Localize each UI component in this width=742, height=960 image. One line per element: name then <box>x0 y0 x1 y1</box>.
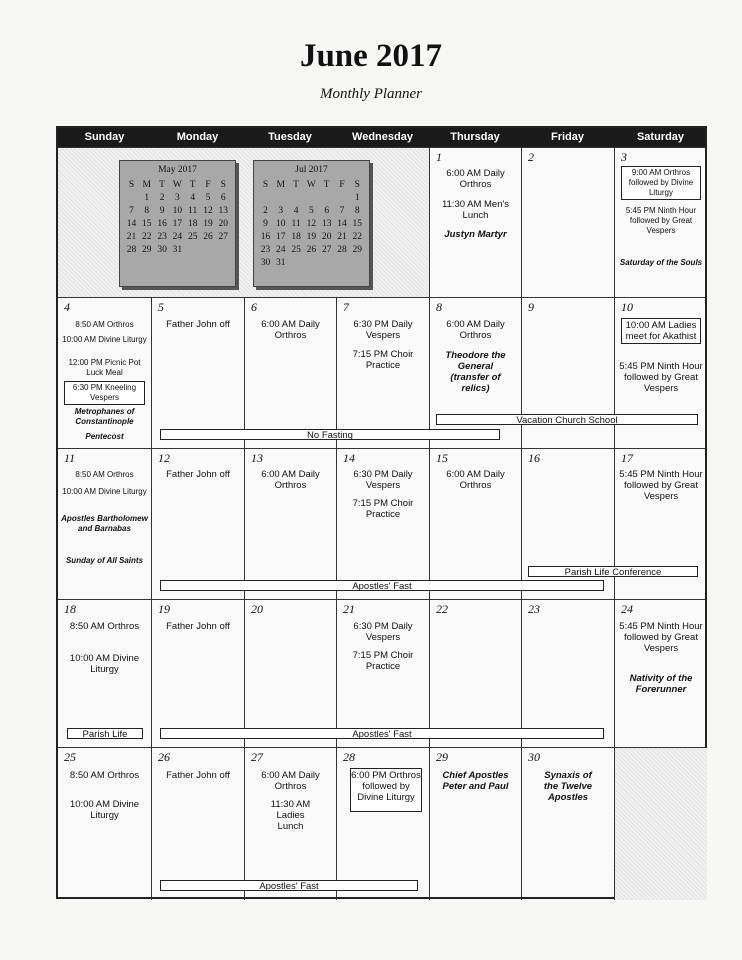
day-cell-2[interactable] <box>521 148 614 298</box>
day-number: 19 <box>158 602 170 616</box>
mini-day: 17 <box>172 219 183 229</box>
mini-weekday: S <box>354 180 360 190</box>
day-cell-9[interactable] <box>521 298 614 449</box>
day-number: 1 <box>436 150 442 164</box>
day-cell-14[interactable] <box>336 449 429 600</box>
weekday-sunday: Sunday <box>84 131 125 143</box>
day-number: 12 <box>158 451 170 465</box>
event: 8:50 AM Orthros <box>75 470 134 479</box>
week-row-3 <box>58 448 705 600</box>
day-cell-27[interactable] <box>244 748 336 900</box>
event: 7:15 PM Choir Practice <box>352 650 414 672</box>
mini-weekday: F <box>339 180 345 190</box>
mini-weekday: T <box>159 180 165 190</box>
mini-day: 10 <box>172 206 183 216</box>
mini-weekday: M <box>276 180 285 190</box>
feast-day: Nativity of the Forerunner <box>629 673 693 695</box>
mini-day: 19 <box>306 232 317 242</box>
day-number: 23 <box>528 602 540 616</box>
day-cell-30[interactable] <box>521 748 614 900</box>
event: 7:15 PM Choir Practice <box>352 349 414 371</box>
day-cell-8[interactable] <box>429 298 521 449</box>
day-cell-6[interactable] <box>244 298 336 449</box>
event-bar-parish-life: Parish Life <box>67 728 143 739</box>
day-cell-13[interactable] <box>244 449 336 600</box>
empty-day-cell <box>614 748 707 900</box>
calendar-grid <box>56 126 707 899</box>
mini-day: 8 <box>354 206 360 216</box>
mini-weekday: S <box>220 180 226 190</box>
day-cell-29[interactable] <box>429 748 521 900</box>
event-bar-vacation-church-school: Vacation Church School <box>436 414 698 425</box>
mini-day: 5 <box>205 193 211 203</box>
event: 8:50 AM Orthros <box>69 770 140 781</box>
feast-day: Sunday of All Saints <box>65 556 144 565</box>
day-number: 25 <box>64 750 76 764</box>
mini-day: 31 <box>172 245 183 255</box>
mini-day: 29 <box>352 245 363 255</box>
mini-week <box>258 218 365 230</box>
mini-day: 15 <box>142 219 152 229</box>
feast-day: Pentecost <box>85 432 124 441</box>
day-number: 9 <box>528 300 534 314</box>
mini-day: 30 <box>157 245 167 255</box>
mini-day: 1 <box>144 193 150 203</box>
day-number: 8 <box>436 300 442 314</box>
day-number: 20 <box>251 602 263 616</box>
weekday-saturday: Saturday <box>636 131 685 143</box>
mini-day: 14 <box>126 219 137 229</box>
day-number: 17 <box>621 451 633 465</box>
mini-day: 10 <box>276 219 286 229</box>
day-cell-19[interactable] <box>151 600 244 748</box>
mini-day: 30 <box>260 258 271 268</box>
weekday-monday: Monday <box>176 131 219 143</box>
mini-day: 22 <box>142 232 152 242</box>
event: 6:00 AM Daily Orthros <box>261 469 320 491</box>
mini-day: 26 <box>306 245 317 255</box>
mini-day: 18 <box>291 232 301 242</box>
event: 5:45 PM Ninth Hour followed by Great Vespers <box>619 361 703 394</box>
mini-day: 7 <box>339 206 345 216</box>
event: 6:00 AM Daily Orthros <box>446 168 505 190</box>
mini-weekday: W <box>306 180 316 190</box>
mini-day: 8 <box>144 206 150 216</box>
mini-day: 13 <box>321 219 332 229</box>
day-cell-7[interactable] <box>336 298 429 449</box>
mini-day: 19 <box>203 219 213 229</box>
mini-day: 21 <box>126 232 137 242</box>
mini-day: 6 <box>220 193 226 203</box>
mini-week <box>258 205 365 217</box>
mini-day: 27 <box>321 245 332 255</box>
mini-week <box>124 244 231 256</box>
page-title: June 2017 <box>299 38 443 74</box>
event: 6:30 PM Daily Vespers <box>353 319 413 341</box>
mini-weekday: W <box>172 180 182 190</box>
feast-day: Chief Apostles Peter and Paul <box>442 770 509 792</box>
day-number: 24 <box>621 602 633 616</box>
day-cell-4[interactable] <box>58 298 151 449</box>
event: 10:00 AM Divine Liturgy <box>62 487 147 496</box>
event: 6:30 PM Daily Vespers <box>353 469 413 491</box>
mini-week <box>258 231 365 243</box>
mini-weekday: T <box>323 180 330 190</box>
page-subtitle: Monthly Planner <box>319 86 423 102</box>
mini-day: 20 <box>218 219 229 229</box>
weekday-tuesday: Tuesday <box>268 131 312 143</box>
mini-day: 23 <box>260 245 271 255</box>
mini-week <box>124 205 231 217</box>
mini-day: 28 <box>337 245 347 255</box>
mini-day: 5 <box>309 206 314 216</box>
day-number: 7 <box>343 300 349 314</box>
mini-day: 3 <box>278 206 284 216</box>
day-number: 26 <box>158 750 170 764</box>
boxed-event: 6:00 PM Orthros followed by Divine Liturgy <box>350 768 422 812</box>
day-number: 10 <box>621 300 633 314</box>
mini-calendar-header <box>258 179 365 191</box>
mini-day: 6 <box>324 206 330 216</box>
event: 5:45 PM Ninth Hour followed by Great Vespers <box>625 206 697 235</box>
day-cell-20[interactable] <box>244 600 336 748</box>
event: Father John off <box>166 319 230 330</box>
mini-day: 28 <box>126 245 137 255</box>
feast-day: Justyn Martyr <box>444 229 507 240</box>
mini-day: 27 <box>218 232 229 242</box>
mini-calendar-jul <box>253 160 370 287</box>
mini-day: 17 <box>276 232 286 242</box>
mini-day: 13 <box>218 206 229 216</box>
mini-day: 23 <box>157 232 167 242</box>
day-cell-18[interactable] <box>58 600 151 748</box>
event: 10:00 AM Divine Liturgy <box>62 335 147 344</box>
event: 6:00 AM Daily Orthros <box>261 770 320 792</box>
day-cell-23[interactable] <box>521 600 614 748</box>
day-cell-11[interactable] <box>58 449 151 600</box>
day-cell-3[interactable] <box>614 148 707 298</box>
event: Father John off <box>166 770 230 781</box>
day-number: 30 <box>528 750 540 764</box>
mini-day: 7 <box>129 206 134 216</box>
mini-week <box>124 192 231 204</box>
boxed-event: 9:00 AM Orthros followed by Divine Liturgy <box>621 166 701 200</box>
mini-day: 11 <box>188 206 198 216</box>
event: 7:15 PM Choir Practice <box>352 498 414 520</box>
event: 6:00 AM Daily Orthros <box>446 469 505 491</box>
day-number: 13 <box>251 451 263 465</box>
day-number: 29 <box>436 750 448 764</box>
day-number: 2 <box>528 150 534 164</box>
mini-day: 24 <box>172 232 183 242</box>
boxed-event: 6:30 PM Kneeling Vespers <box>64 381 145 405</box>
mini-day: 15 <box>352 219 363 229</box>
event-bar-apostles-fast: Apostles' Fast <box>160 728 604 739</box>
feast-day: Apostles Bartholomew and Barnabas <box>61 514 148 533</box>
day-cell-22[interactable] <box>429 600 521 748</box>
mini-day: 14 <box>337 219 347 229</box>
feast-day: Synaxis of the Twelve Apostles <box>543 770 593 803</box>
event: 6:30 PM Daily Vespers <box>353 621 413 643</box>
mini-weekday: S <box>128 180 135 190</box>
day-number: 6 <box>251 300 257 314</box>
day-cell-25[interactable] <box>58 748 151 900</box>
mini-day: 4 <box>190 193 196 203</box>
event: 8:50 AM Orthros <box>75 320 134 329</box>
event: 12:00 PM Picnic Pot Luck Meal <box>68 358 141 377</box>
event: 8:50 AM Orthros <box>69 621 140 632</box>
event-bar-parish-life-conference: Parish Life Conference <box>528 566 698 577</box>
day-cell-1[interactable] <box>429 148 521 298</box>
weekday-thursday: Thursday <box>450 131 500 143</box>
feast-day: Theodore the General (transfer of relics) <box>445 350 506 394</box>
day-cell-10[interactable] <box>614 298 707 449</box>
weekday-wednesday: Wednesday <box>352 131 413 143</box>
mini-day: 2 <box>263 206 268 216</box>
mini-day: 12 <box>203 206 213 216</box>
mini-day: 26 <box>203 232 213 242</box>
day-number: 18 <box>64 602 76 616</box>
mini-day: 20 <box>321 232 332 242</box>
day-number: 28 <box>343 750 355 764</box>
day-cell-26[interactable] <box>151 748 244 900</box>
event-bar-apostles-fast: Apostles' Fast <box>160 580 604 591</box>
weekday-header <box>58 128 705 147</box>
day-number: 4 <box>64 300 70 314</box>
day-number: 22 <box>436 602 448 616</box>
mini-day: 1 <box>354 193 360 203</box>
empty-days-area <box>615 748 707 900</box>
mini-weekday: T <box>293 180 299 190</box>
mini-weekday: M <box>142 180 151 190</box>
event: Father John off <box>166 469 230 480</box>
mini-day: 21 <box>337 232 347 242</box>
day-number: 3 <box>621 150 627 164</box>
event: 6:00 AM Daily Orthros <box>446 319 505 341</box>
day-number: 16 <box>528 451 540 465</box>
mini-week <box>124 218 231 230</box>
day-cell-15[interactable] <box>429 449 521 600</box>
mini-day: 18 <box>187 219 198 229</box>
mini-week <box>258 192 365 204</box>
day-cell-28[interactable] <box>336 748 429 900</box>
mini-day: 2 <box>159 193 165 203</box>
mini-week <box>124 231 231 243</box>
week-row-5 <box>58 747 705 900</box>
mini-day: 11 <box>291 219 301 229</box>
mini-day: 12 <box>306 219 317 229</box>
day-number: 15 <box>436 451 448 465</box>
event: 5:45 PM Ninth Hour followed by Great Vespers <box>619 469 703 502</box>
feast-day: Saturday of the Souls <box>619 258 703 267</box>
mini-day: 9 <box>159 206 165 216</box>
day-cell-12[interactable] <box>151 449 244 600</box>
mini-day: 4 <box>293 206 299 216</box>
event: 10:00 AM Divine Liturgy <box>69 653 140 675</box>
day-number: 14 <box>343 451 355 465</box>
mini-day: 9 <box>263 219 268 229</box>
event: 5:45 PM Ninth Hour followed by Great Vespers <box>619 621 703 654</box>
mini-day: 22 <box>352 232 363 242</box>
mini-weekday: T <box>189 180 196 190</box>
day-number: 5 <box>158 300 164 314</box>
event: Father John off <box>166 621 230 632</box>
day-cell-5[interactable] <box>151 298 244 449</box>
event: 6:00 AM Daily Orthros <box>261 319 320 341</box>
mini-day: 24 <box>276 245 286 255</box>
day-cell-24[interactable] <box>614 600 707 748</box>
mini-day: 29 <box>142 245 152 255</box>
mini-day: 25 <box>187 232 198 242</box>
mini-calendar-title: May 2017 <box>158 165 197 175</box>
mini-calendar-may <box>119 160 236 287</box>
week-row-4 <box>58 599 705 748</box>
week-row-1 <box>58 147 705 298</box>
event-bar-no-fasting: No Fasting <box>160 429 500 440</box>
mini-day: 16 <box>157 219 167 229</box>
mini-day: 31 <box>276 258 286 268</box>
mini-day: 3 <box>175 193 180 203</box>
weekday-friday: Friday <box>550 131 584 143</box>
mini-week <box>258 244 365 256</box>
mini-week <box>258 257 365 269</box>
feast-day: Metrophanes of Constantinople <box>74 407 135 426</box>
day-number: 27 <box>251 750 263 764</box>
day-number: 21 <box>343 602 355 616</box>
mini-weekday: S <box>262 180 269 190</box>
day-number: 11 <box>64 451 76 465</box>
week-row-2 <box>58 297 705 449</box>
mini-weekday: F <box>205 180 211 190</box>
boxed-event: 10:00 AM Ladies meet for Akathist <box>621 318 701 344</box>
mini-calendar-title: Jul 2017 <box>295 165 328 175</box>
event: 10:00 AM Divine Liturgy <box>69 799 140 821</box>
event: 11:30 AM Ladies Lunch <box>270 799 311 832</box>
mini-calendar-header <box>124 179 231 191</box>
mini-day: 25 <box>291 245 301 255</box>
event-bar-apostles-fast: Apostles' Fast <box>160 880 418 891</box>
event: 11:30 AM Men's Lunch <box>441 199 510 221</box>
mini-day: 16 <box>260 232 271 242</box>
day-cell-21[interactable] <box>336 600 429 748</box>
empty-days-area <box>58 148 429 298</box>
